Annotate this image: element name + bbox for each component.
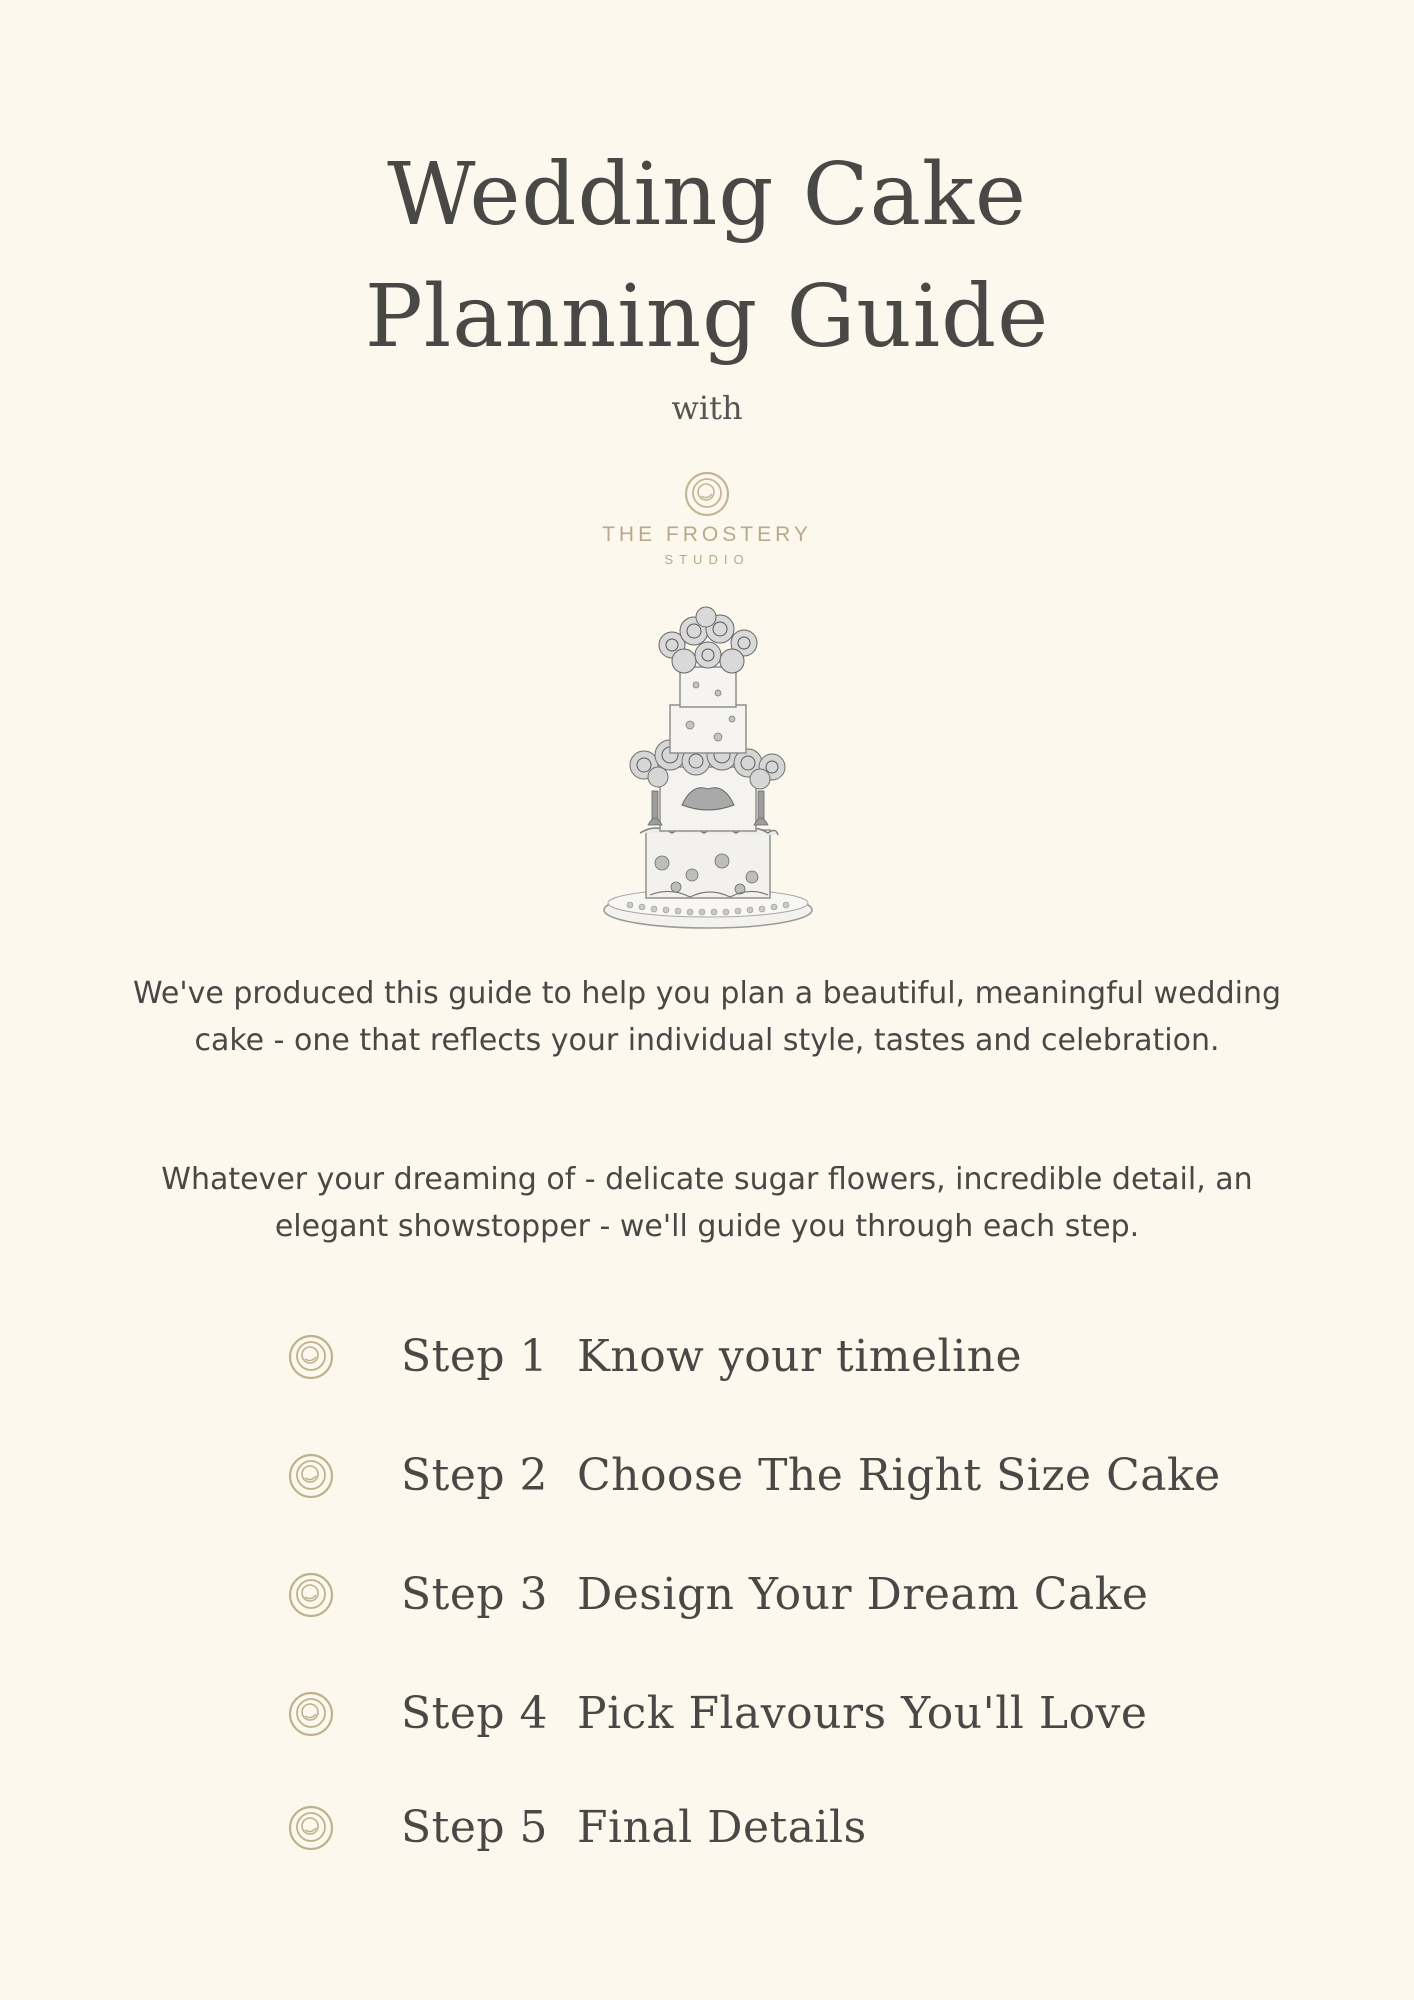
spiral-rose-icon	[683, 470, 731, 518]
step-item-2[interactable]	[285, 1446, 1221, 1506]
intro-paragraph-1: We've produced this guide to help you plan a beautiful, meaningful wedding cake - one that reflects your individual style, tastes and celebration.	[132, 976, 1281, 1058]
tiered-wedding-cake-illustration	[600, 605, 816, 935]
step-item-1[interactable]	[285, 1327, 1185, 1387]
step-label: Step 3 Design Your Dream Cake	[401, 1569, 1149, 1620]
step-item-5[interactable]	[285, 1798, 1185, 1858]
title-line-2: Planning Guide	[364, 267, 1050, 367]
intro-paragraph-2: Whatever your dreaming of - delicate sugar flowers, incredible detail, an elegant showstopper - we'll guide you through each step.	[161, 1162, 1253, 1244]
step-label: Step 4 Pick Flavours You'll Love	[401, 1688, 1148, 1739]
step-label: Step 1 Know your timeline	[401, 1331, 1023, 1382]
spiral-rose-icon	[287, 1804, 335, 1852]
brand-name: THE FROSTERY	[602, 523, 812, 546]
spiral-rose-icon	[287, 1452, 335, 1500]
step-item-4[interactable]	[285, 1684, 1185, 1744]
spiral-rose-icon	[287, 1571, 335, 1619]
step-label: Step 2 Choose The Right Size Cake	[401, 1450, 1221, 1501]
step-item-3[interactable]	[285, 1565, 1185, 1625]
step-label: Step 5 Final Details	[401, 1802, 867, 1853]
title-line-1: Wedding Cake	[387, 145, 1027, 245]
with-text: with	[671, 389, 743, 427]
brand-subtitle: STUDIO	[664, 552, 750, 567]
spiral-rose-icon	[287, 1333, 335, 1381]
spiral-rose-icon	[287, 1690, 335, 1738]
